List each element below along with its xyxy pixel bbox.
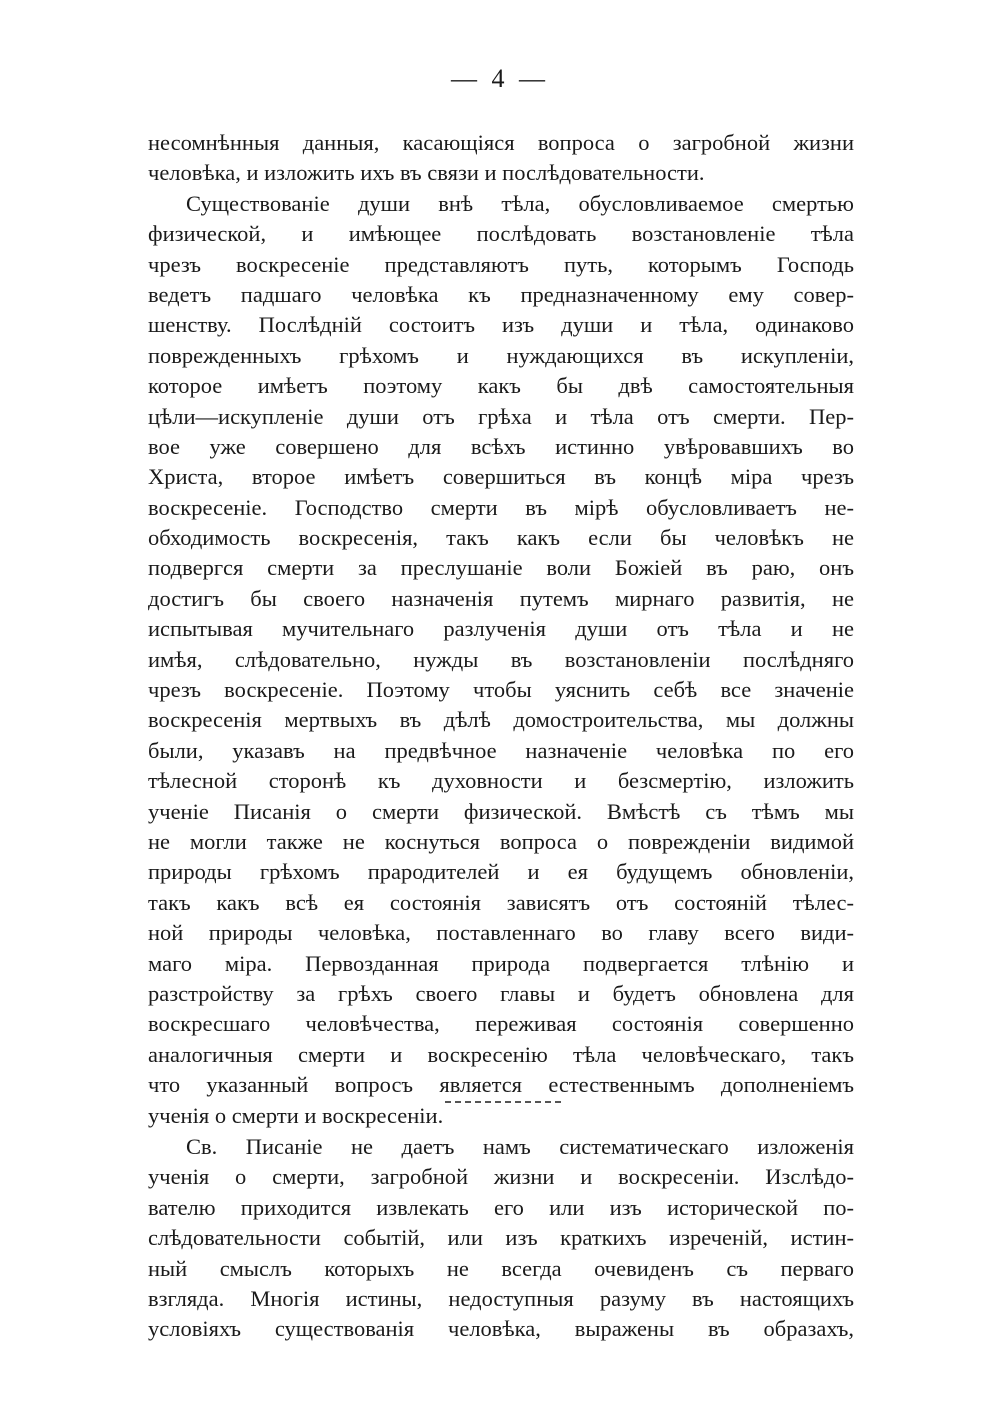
text-line: природы грѣхомъ прародителей и ея будущемъ обновленіи, — [148, 859, 854, 885]
text-line: что указанный вопросъ является естественнымъ дополненіемъ — [148, 1072, 854, 1098]
paragraph — [148, 128, 854, 189]
text-line: ученіе Писанія о смерти физической. Вмѣстѣ съ тѣмъ мы — [148, 798, 854, 824]
text-line: ученія о смерти и воскресеніи. — [148, 1102, 444, 1128]
text-line: испытывая мучительнаго разлученія души отъ тѣла и не — [148, 616, 854, 642]
text-line: взгляда. Многія истины, недоступныя разуму въ настоящихъ — [148, 1285, 854, 1311]
text-line: ведетъ падшаго человѣка къ предназначенному ему совер- — [148, 281, 854, 307]
text-line: не могли также не коснуться вопроса о поврежденіи видимой — [148, 828, 854, 854]
text-line: несомнѣнныя данныя, касающіяся вопроса о загробной жизни — [148, 130, 854, 155]
text-line: имѣя, слѣдовательно, нужды въ возстановленіи послѣдняго — [148, 646, 854, 672]
text-line: аналогичныя смерти и воскресенію тѣла человѣческаго, такъ — [148, 1041, 854, 1067]
text-line: условіяхъ существованія человѣка, выражены въ образахъ, — [148, 1316, 854, 1342]
text-line: которое имѣетъ поэтому какъ бы двѣ самостоятельныя — [148, 373, 854, 399]
text-line: достигъ бы своего назначенія путемъ мирнаго развитія, не — [148, 585, 854, 611]
text-line: ученія о смерти, загробной жизни и воскресеніи. Изслѣдо- — [148, 1164, 854, 1190]
text-line: Существованіе души внѣ тѣла, обусловливаемое смертью — [186, 190, 854, 216]
paragraph — [148, 189, 854, 1131]
text-line: воскресеніе. Господство смерти въ мірѣ обусловливаетъ не- — [148, 494, 854, 520]
page-number: — 4 — — [451, 64, 549, 93]
text-line: воскресенія мертвыхъ въ дѣлѣ домостроительства, мы должны — [148, 707, 854, 733]
text-line: чрезъ воскресеніе. Поэтому чтобы уяснить себѣ все значеніе — [148, 677, 854, 703]
text-line: физической, и имѣющее послѣдовать возстановленіе тѣла — [148, 221, 854, 247]
text-line: маго міра. Первозданная природа подвергается тлѣнію и — [148, 950, 854, 976]
text-line: слѣдовательности событій, или изъ краткихъ изреченій, истин- — [148, 1225, 854, 1251]
text-line: вателю приходится извлекать его или изъ исторической по- — [148, 1194, 854, 1220]
text-line: вое уже совершено для всѣхъ истинно увѣровавшихъ во — [148, 433, 854, 459]
text-line: Св. Писаніе не даетъ намъ систематическаго изложенія — [186, 1134, 854, 1159]
paragraph — [148, 1132, 854, 1345]
section-separator — [445, 1101, 561, 1103]
text-line: цѣли—искупленіе души отъ грѣха и тѣла отъ смерти. Пер- — [148, 403, 854, 429]
text-line: Христа, второе имѣетъ совершиться въ концѣ міра чрезъ — [148, 464, 854, 490]
text-line: человѣка, и изложить ихъ въ связи и послѣдовательности. — [148, 160, 705, 186]
text-line: ной природы человѣка, поставленнаго во главу всего види- — [148, 920, 854, 946]
text-line: шенству. Послѣдній состоитъ изъ души и тѣла, одинаково — [148, 312, 854, 338]
text-line: такъ какъ всѣ ея состоянія зависятъ отъ состояній тѣлес- — [148, 889, 854, 915]
main-text-block — [148, 128, 854, 1131]
text-line: воскресшаго человѣчества, переживая состоянія совершенно — [148, 1011, 854, 1037]
text-line: чрезъ воскресеніе представляютъ путь, которымъ Господь — [148, 251, 854, 277]
text-line: были, указавъ на предвѣчное назначеніе человѣка по его — [148, 737, 854, 763]
text-line: поврежденныхъ грѣхомъ и нуждающихся въ искупленіи, — [148, 342, 854, 368]
text-line: ный смыслъ которыхъ не всегда очевиденъ съ перваго — [148, 1255, 854, 1281]
text-line: разстройству за грѣхъ своего главы и будетъ обновлена для — [148, 980, 854, 1006]
section-text-block — [148, 1132, 854, 1345]
text-line: подвергся смерти за преслушаніе воли Божіей въ раю, онъ — [148, 555, 854, 581]
text-line: обходимость воскресенія, такъ какъ если бы человѣкъ не — [148, 525, 854, 551]
text-line: тѣлесной сторонѣ къ духовности и безсмертію, изложить — [148, 768, 854, 794]
